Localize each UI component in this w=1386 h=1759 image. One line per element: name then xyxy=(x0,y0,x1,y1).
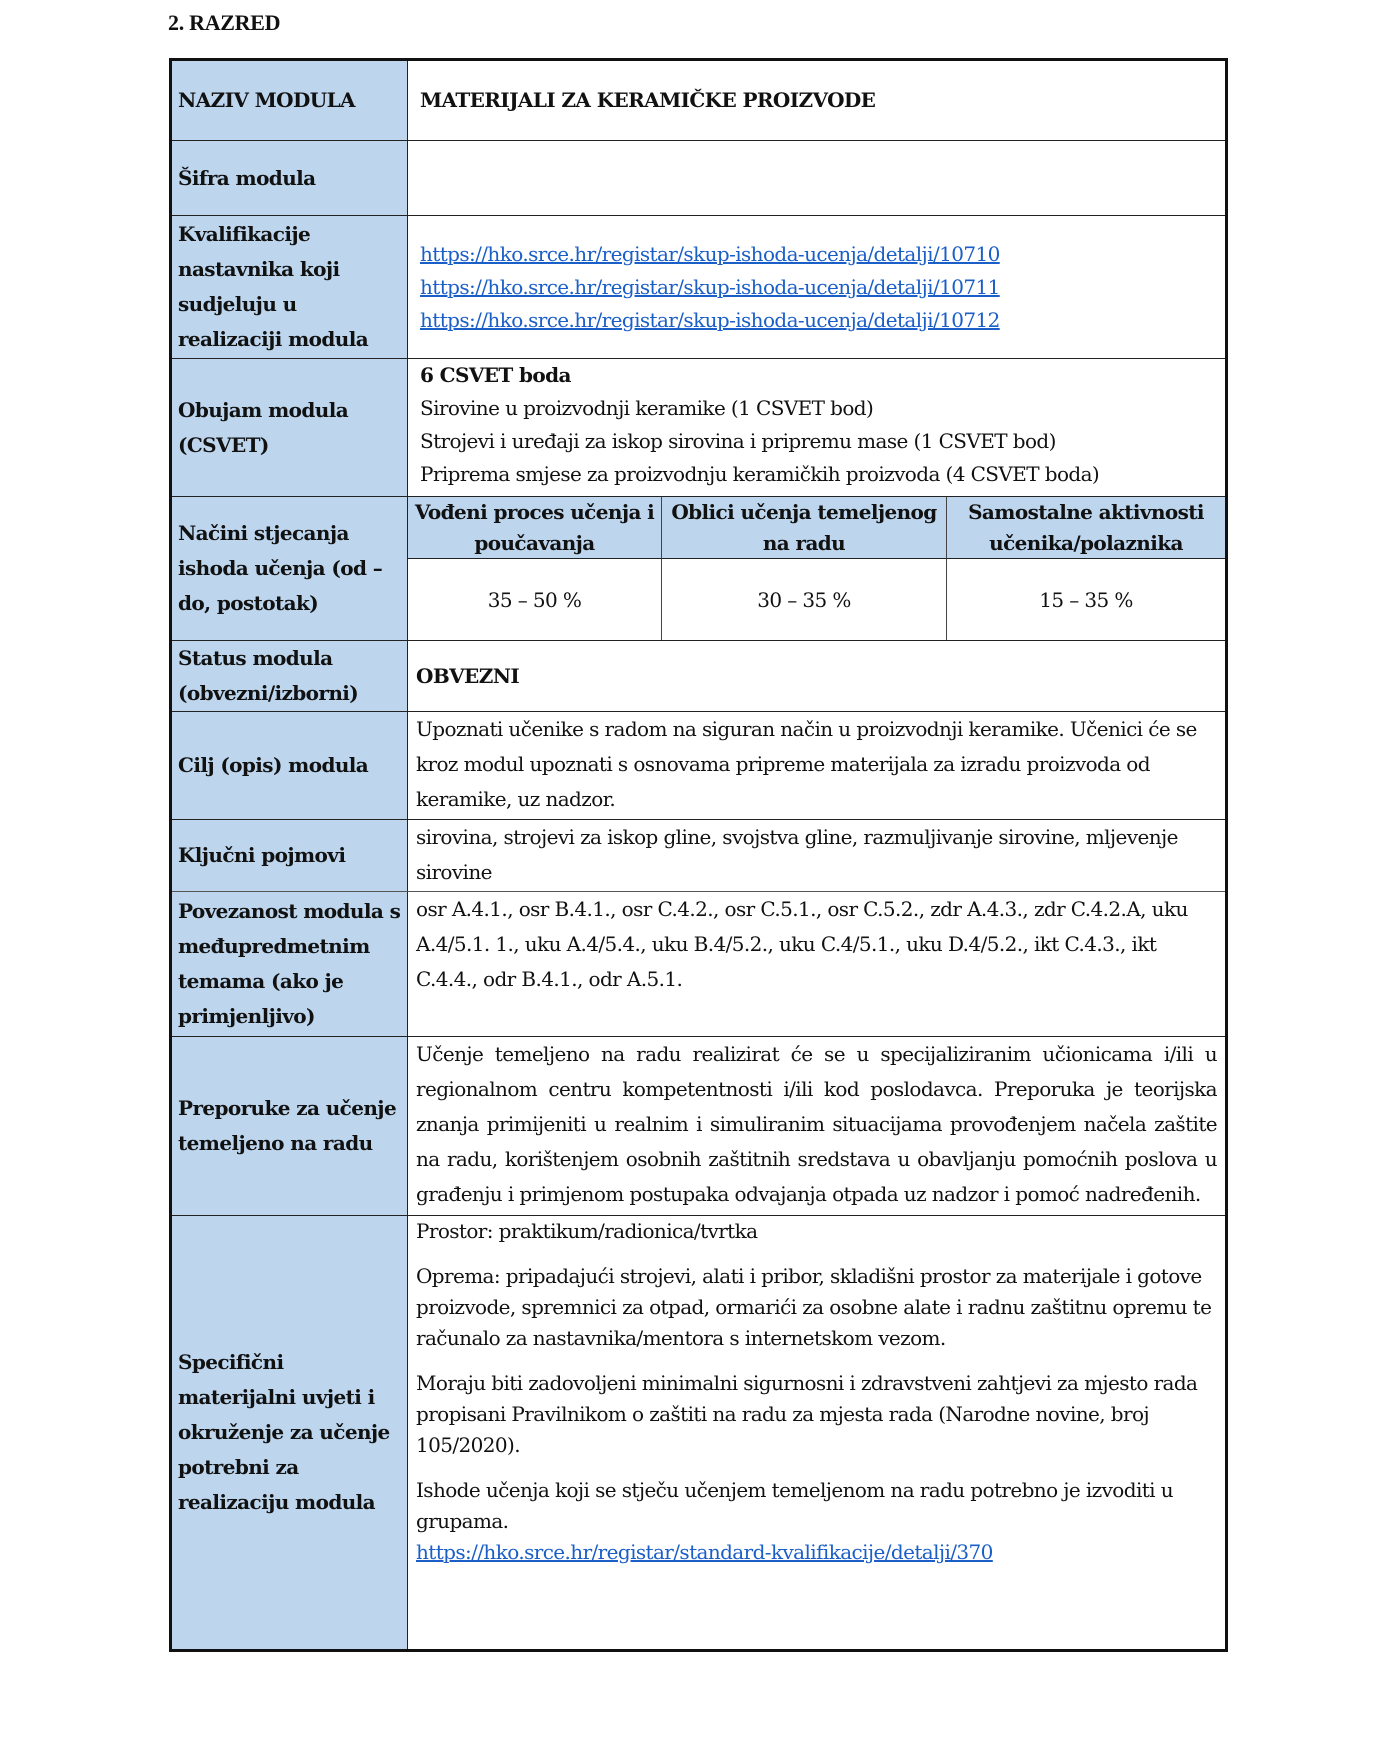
label-cilj: Cilj (opis) modula xyxy=(172,712,408,819)
specificni-prostor: Prostor: praktikum/radionica/tvrtka xyxy=(416,1219,758,1243)
label-status: Status modula (obvezni/izborni) xyxy=(172,641,408,711)
specificni-zahtjevi: Moraju biti zadovoljeni minimalni sigurnosni i zdravstveni zahtjevi za mjesto rada propisani Pravilnikom o zaštiti na radu za mjesta rada (Narodne novine, broj 105/2020). xyxy=(416,1371,1198,1457)
value-kljucni: sirovina, strojevi za iskop gline, svojstva gline, razmuljivanje sirovine, mljevenje sirovine xyxy=(416,825,1178,884)
row-nacini xyxy=(172,496,1225,640)
row-povezanost xyxy=(172,891,1225,1036)
value-cilj: Upoznati učenike s radom na siguran način u proizvodnji keramike. Učenici će se kroz modul upoznati s osnovama pripreme materijala za izradu proizvoda od keramike, uz nadzor. xyxy=(416,717,1197,811)
module-table xyxy=(169,58,1228,1652)
value-povezanost: osr A.4.1., osr B.4.1., osr C.4.2., osr C.5.1., osr C.5.2., zdr A.4.3., zdr C.4.2.A, uku A.4/5.1. 1., uku A.4/5.4., uku B.4/5.2., uku C.4/5.1., uku D.4/5.2., ikt C.4.3., ikt C.4.4., odr B.4.1., odr A.5.1. xyxy=(416,897,1188,991)
obujam-item-2: Strojevi i uređaji za iskop sirovina i pripremu mase (1 CSVET bod) xyxy=(420,429,1056,453)
row-naziv xyxy=(172,61,1225,140)
row-sifra xyxy=(172,140,1225,215)
value-kvalifikacije xyxy=(408,216,1225,358)
label-preporuke: Preporuke za učenje temeljeno na radu xyxy=(172,1037,408,1215)
nacini-value-1: 35 – 50 % xyxy=(408,559,662,640)
label-kvalifikacije: Kvalifikacije nastavnika koji sudjeluju u realizaciji modula xyxy=(172,216,408,358)
row-preporuke xyxy=(172,1036,1225,1215)
row-kljucni xyxy=(172,819,1225,891)
row-status xyxy=(172,640,1225,711)
nacini-header-3: Samostalne aktivnosti učenika/polaznika xyxy=(947,497,1225,559)
specificni-oprema: Oprema: pripadajući strojevi, alati i pribor, skladišni prostor za materijale i gotove proizvode, spremnici za otpad, ormarići za osobne alate i radnu zaštitnu opremu te računalo za nastavnika/mentora s internetskom vezom. xyxy=(416,1264,1212,1350)
specificni-ishodi: Ishode učenja koji se stječu učenjem temeljenom na radu potrebno je izvoditi u grupama. xyxy=(416,1478,1174,1533)
label-nacini: Načini stjecanja ishoda učenja (od – do, postotak) xyxy=(172,497,408,640)
value-sifra xyxy=(408,141,1225,215)
value-obujam xyxy=(408,359,1225,496)
row-cilj xyxy=(172,711,1225,819)
nacini-header-2: Oblici učenja temeljenog na radu xyxy=(662,497,947,559)
label-povezanost: Povezanost modula s međupredmetnim temama (ako je primjenljivo) xyxy=(172,892,408,1036)
obujam-item-1: Sirovine u proizvodnji keramike (1 CSVET bod) xyxy=(420,396,874,420)
row-kvalifikacije xyxy=(172,215,1225,358)
nacini-header-1: Vođeni proces učenja i poučavanja xyxy=(408,497,662,559)
qualification-standard-link[interactable]: https://hko.srce.hr/registar/standard-kvalifikacije/detalji/370 xyxy=(416,1540,993,1564)
obujam-total: 6 CSVET boda xyxy=(420,363,571,387)
value-status: OBVEZNI xyxy=(416,663,520,688)
value-specificni xyxy=(408,1216,1225,1649)
value-naziv: MATERIJALI ZA KERAMIČKE PROIZVODE xyxy=(420,88,876,112)
value-preporuke: Učenje temeljeno na radu realizirat će se u specijaliziranim učionicama i/ili u regionalnom centru kompetentnosti i/ili kod poslodavca. Preporuka je teorijska znanja primijeniti u realnim i simuliranim situacijama provođenjem načela zaštite na radu, korištenjem osobnih zaštitnih sredstava u obavljanju pomoćnih poslova u građenju i primjenom postupaka odvajanja otpada uz nadzor i pomoć nadređenih. xyxy=(416,1042,1217,1206)
row-specificni xyxy=(172,1215,1225,1649)
nacini-value-3: 15 – 35 % xyxy=(1039,587,1133,612)
label-specificni: Specifični materijalni uvjeti i okruženje za učenje potrebni za realizaciju modula xyxy=(172,1216,408,1649)
nacini-value-2: 30 – 35 % xyxy=(662,559,947,640)
qualification-link-1[interactable]: https://hko.srce.hr/registar/skup-ishoda-ucenja/detalji/10710 xyxy=(420,241,1000,266)
label-obujam: Obujam modula (CSVET) xyxy=(172,359,408,496)
label-kljucni: Ključni pojmovi xyxy=(172,820,408,891)
page-heading: 2. RAZRED xyxy=(168,10,281,35)
obujam-item-3: Priprema smjese za proizvodnju keramičkih proizvoda (4 CSVET boda) xyxy=(420,462,1100,486)
nacini-subtable xyxy=(408,497,1225,640)
label-naziv: NAZIV MODULA xyxy=(172,61,408,140)
label-sifra: Šifra modula xyxy=(172,141,408,215)
qualification-link-3[interactable]: https://hko.srce.hr/registar/skup-ishoda-ucenja/detalji/10712 xyxy=(420,307,1000,332)
row-obujam xyxy=(172,358,1225,496)
qualification-link-2[interactable]: https://hko.srce.hr/registar/skup-ishoda-ucenja/detalji/10711 xyxy=(420,274,1000,299)
